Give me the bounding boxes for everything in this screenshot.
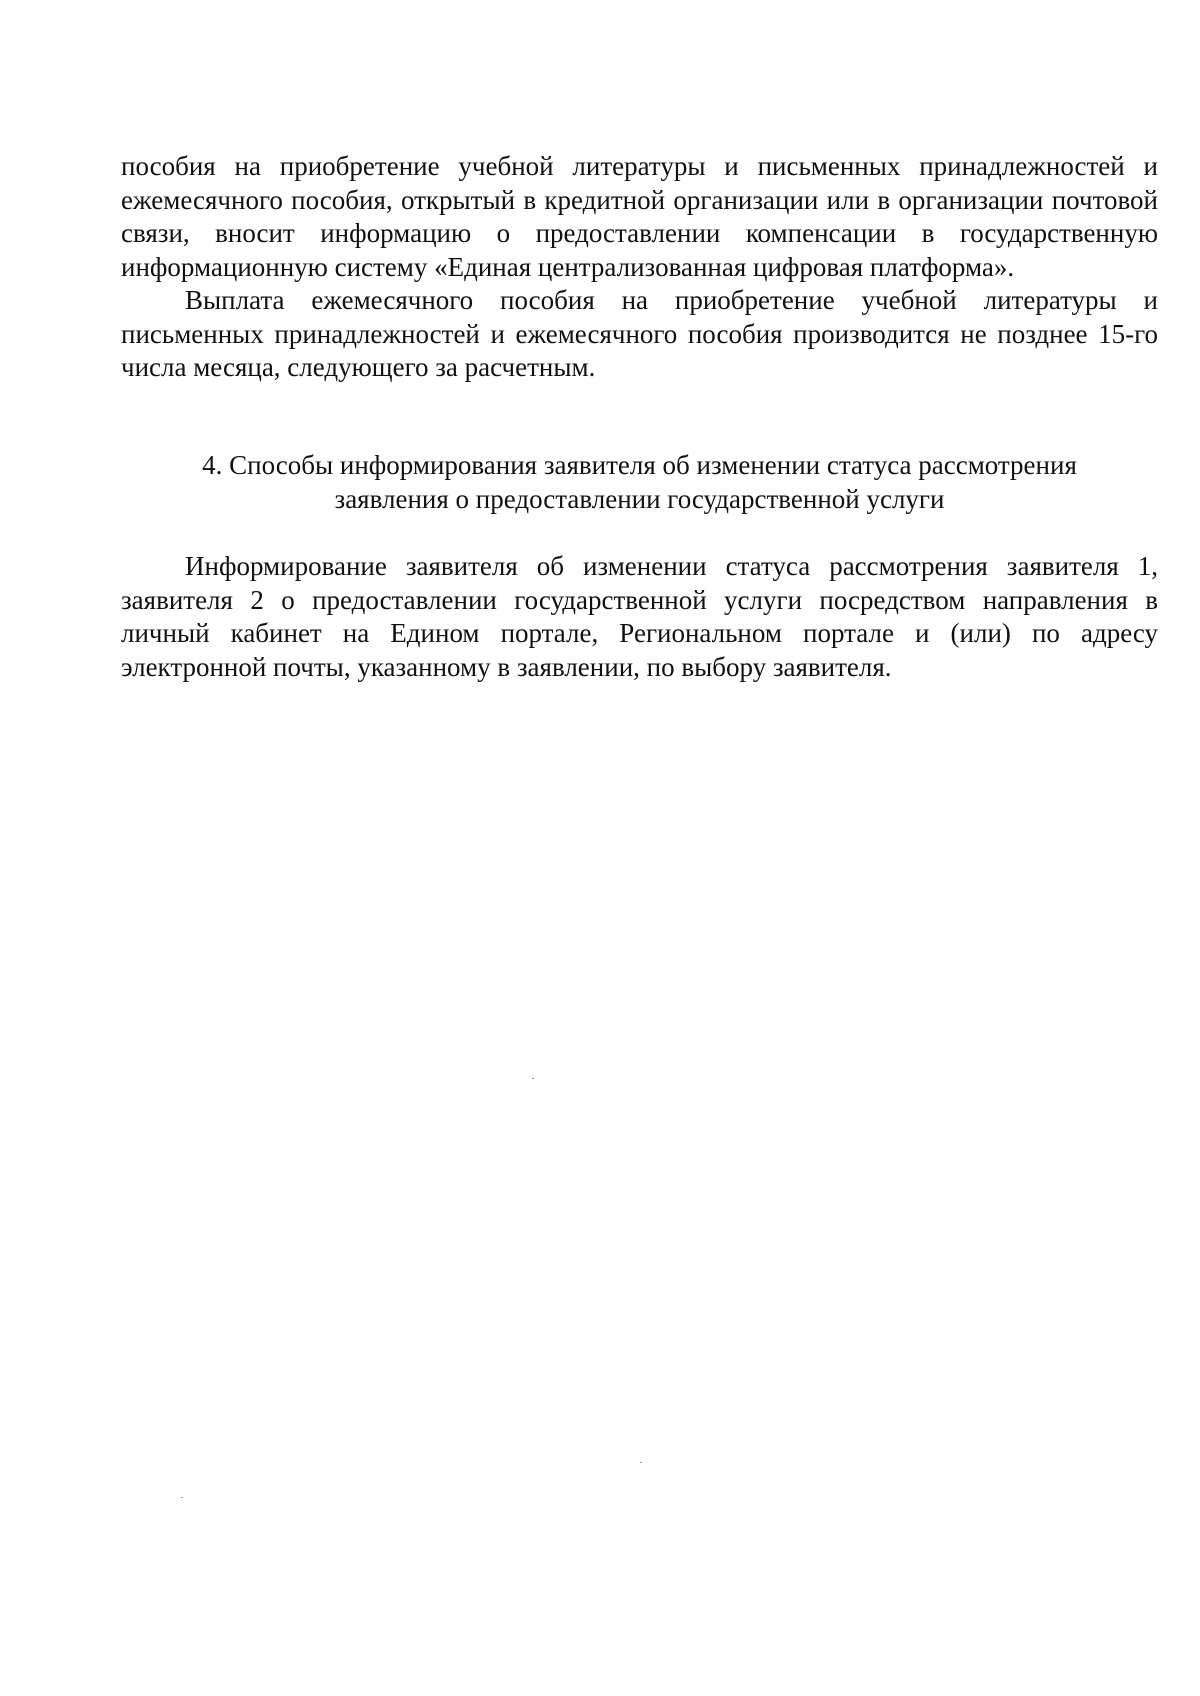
section-heading-line-2: заявления о предоставлении государственной услуги <box>334 483 945 514</box>
paragraph-continuation: пособия на приобретение учебной литературы и письменных принадлежностей и ежемесячного пособия, открытый в кредитной организации или в организации почтовой связи, вносит информацию о предоставлении компенсации в государственную информационную систему «Единая централизованная цифровая платформа». <box>121 151 1158 282</box>
scan-speck <box>532 1078 534 1079</box>
document-body-bottom <box>121 550 1158 684</box>
scan-speck <box>640 1462 642 1463</box>
section-heading-line-1: 4. Способы информирования заявителя об изменении статуса рассмотрения <box>202 450 1077 480</box>
document-body-top <box>121 150 1158 385</box>
section-heading <box>121 449 1158 516</box>
paragraph-payment-deadline: Выплата ежемесячного пособия на приобретение учебной литературы и письменных принадлежностей и ежемесячного пособия производится не позднее 15-го числа месяца, следующего за расчетным. <box>121 285 1158 382</box>
paragraph-informing: Информирование заявителя об изменении статуса рассмотрения заявителя 1, заявителя 2 о предоставлении государственной услуги посредством направления в личный кабинет на Едином портале, Региональном портале и (или) по адресу электронной почты, указанному в заявлении, по выбору заявителя. <box>121 551 1158 682</box>
scan-speck <box>181 1497 183 1498</box>
